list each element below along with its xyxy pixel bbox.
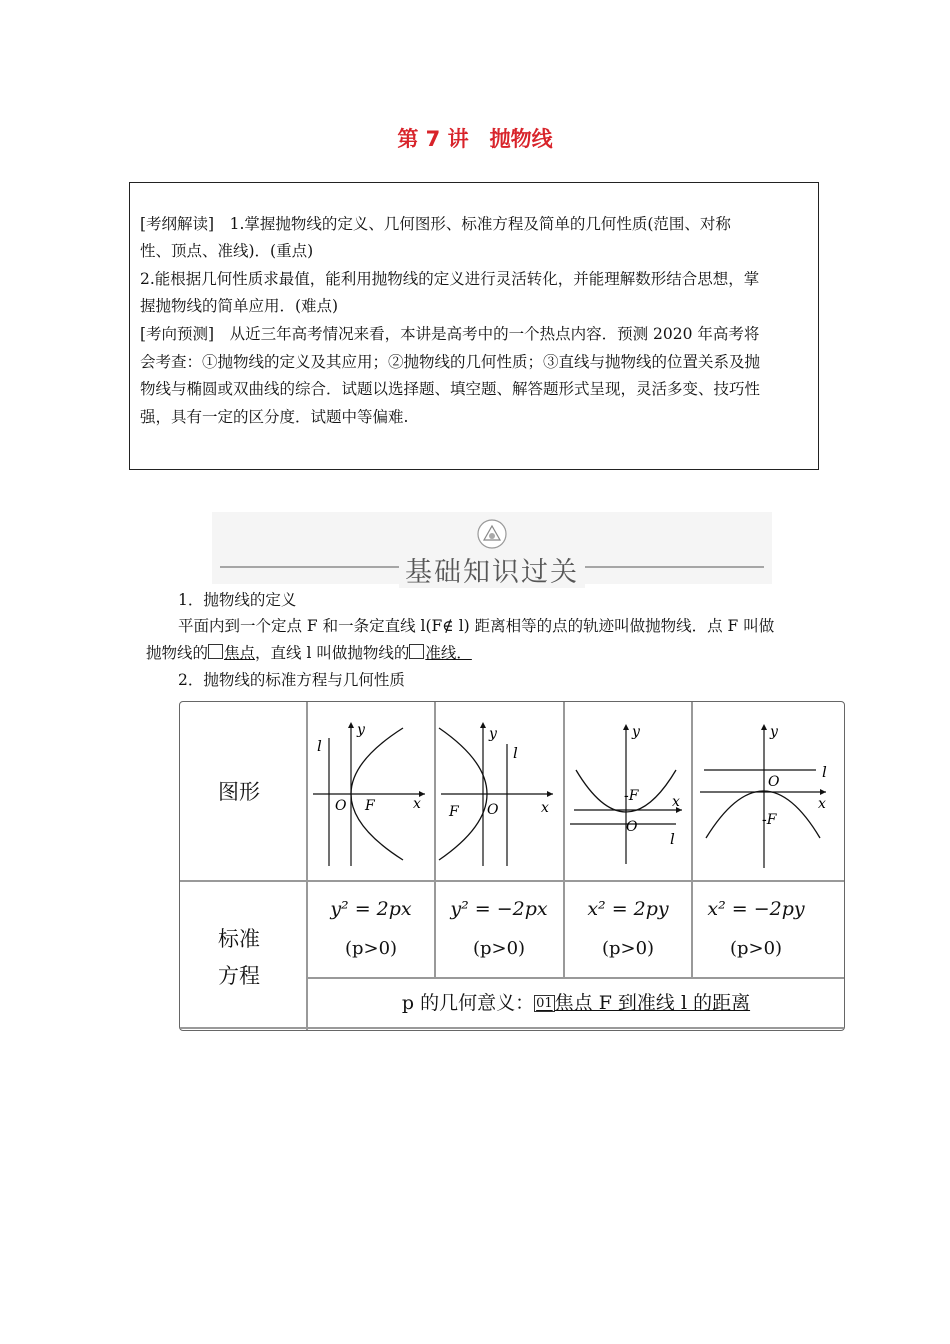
svg-text:O: O [335, 798, 347, 814]
svg-text:-F: -F [624, 788, 639, 804]
guide-line-8: 强，具有一定的区分度．试题中等偏难. [140, 408, 409, 426]
guide-line-5: [考向预测] 从近三年高考情况来看，本讲是高考中的一个热点内容．预测 2020 年高考将 [140, 325, 760, 343]
svg-text:x: x [413, 796, 421, 812]
svg-text:O: O [768, 774, 780, 790]
condition-down: (p>0) [729, 938, 783, 959]
guide-line-3: 2.能根据几何性质求最值，能利用抛物线的定义进行灵活转化，并能理解数形结合思想，掌 [140, 270, 760, 288]
definition-heading: 1．抛物线的定义 [178, 591, 297, 609]
svg-text:y: y [357, 722, 365, 738]
svg-text:l: l [822, 763, 827, 781]
svg-text:x: x [541, 800, 549, 816]
properties-heading: 2．抛物线的标准方程与几何性质 [178, 671, 405, 689]
graph-up-opening [564, 704, 692, 880]
condition-left: (p>0) [472, 938, 526, 959]
guide-line-6: 会考查：①抛物线的定义及其应用；②抛物线的几何性质；③直线与抛物线的位置关系及抛 [140, 353, 761, 371]
p-meaning: p 的几何意义： 01 焦点 F 到准线 l 的距离 [401, 992, 751, 1014]
svg-text:l: l [317, 737, 322, 755]
svg-text:O: O [626, 819, 638, 835]
svg-text:-F: -F [762, 812, 777, 828]
guide-line-4: 握抛物线的简单应用．(难点) [140, 297, 339, 315]
guide-line-1: [考纲解读] 1.掌握抛物线的定义、几何图形、标准方程及简单的几何性质(范围、对称 [140, 215, 731, 233]
graph-down-opening [692, 704, 845, 880]
svg-text:F: F [365, 798, 375, 814]
section-heading: 基础知识过关 [212, 550, 772, 589]
row-label-equation-b: 方程 [218, 964, 260, 988]
guide-line-7: 物线与椭圆或双曲线的综合．试题以选择题、填空题、解答题形式呈现，灵活多变、技巧性 [140, 380, 761, 398]
section-banner [212, 512, 772, 588]
focus-term: 焦点 [224, 644, 256, 662]
svg-text:y: y [489, 726, 497, 742]
definition-line-2: 抛物线的 焦点，直线 l 叫做抛物线的 准线． [146, 644, 472, 662]
equation-left: y² = −2px [450, 898, 548, 920]
svg-text:F: F [449, 804, 459, 820]
graph-right-opening [307, 704, 435, 880]
condition-up: (p>0) [601, 938, 655, 959]
row-label-equation-a: 标准 [218, 927, 260, 951]
equation-up: x² = 2py [587, 898, 669, 920]
svg-text:l: l [513, 744, 518, 762]
svg-text:x: x [818, 796, 826, 812]
equation-down: x² = −2py [707, 898, 805, 920]
svg-text:x: x [672, 794, 680, 810]
equation-right: y² = 2px [330, 898, 412, 920]
svg-text:y: y [770, 724, 778, 740]
guide-line-2: 性、顶点、准线)．(重点) [140, 242, 314, 260]
condition-right: (p>0) [344, 938, 398, 959]
svg-text:l: l [670, 830, 675, 848]
svg-text:y: y [632, 724, 640, 740]
answer-number: 01 [536, 996, 553, 1011]
properties-table [179, 701, 845, 1031]
svg-text:O: O [487, 802, 499, 818]
definition-line-1: 平面内到一个定点 F 和一条定直线 l(F∉ l) 距离相等的点的轨迹叫做抛物线．点 F 叫做 [178, 617, 775, 635]
graph-left-opening [435, 704, 563, 880]
page-title: 第 7 讲 抛物线 [397, 127, 553, 151]
row-label-graph: 图形 [218, 780, 260, 804]
directrix-term: 准线． [425, 644, 472, 662]
